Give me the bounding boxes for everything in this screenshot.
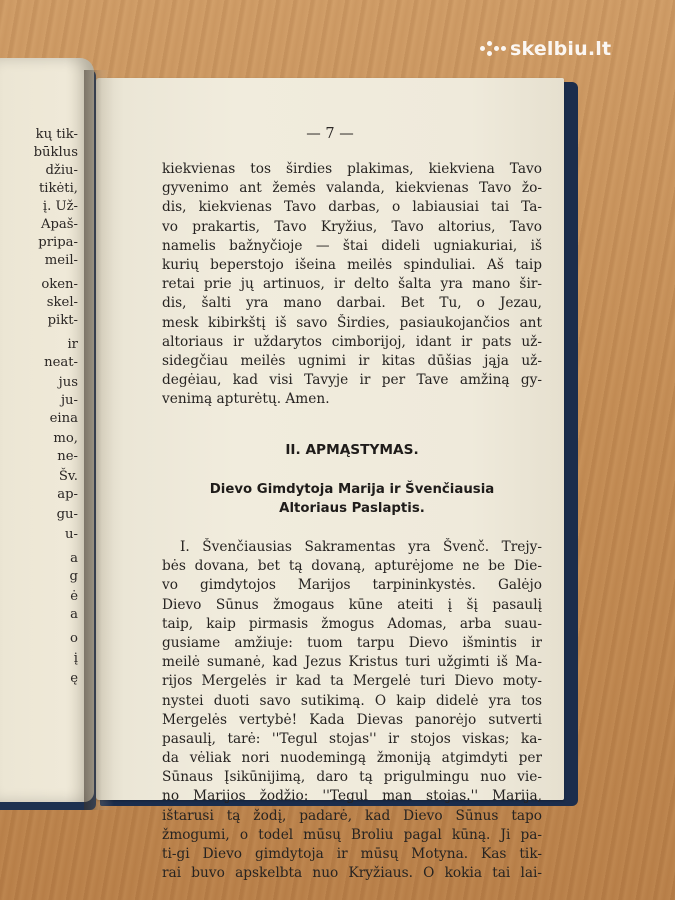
left-page-fragment: į. Už- xyxy=(42,199,78,214)
left-page-fragment: džiu- xyxy=(45,163,78,178)
left-page-fragment: ir xyxy=(67,337,78,352)
subheading-line: Altoriaus Paslaptis. xyxy=(279,501,425,516)
body-paragraph xyxy=(162,538,542,883)
page-number: — 7 — xyxy=(306,126,354,142)
text-line: retai prie jų artinuos, ir delto šalta yra mano šir- xyxy=(162,276,542,293)
text-line: dis, kiekvienas Tavo darbas, o labiausiai tai Ta- xyxy=(162,199,542,216)
left-page-fragment: pripa- xyxy=(38,235,78,250)
left-page-fragment: pikt- xyxy=(47,313,78,328)
text-line: venimą apturėtų. Amen. xyxy=(162,391,330,408)
left-page-fragment: g xyxy=(69,569,78,584)
text-line: gusiame amžiuje: tuom tarpu Dievo išmintis ir xyxy=(162,634,542,651)
text-line: da vėliak nori nuodemingą žmoniją atgimdyti per xyxy=(162,750,542,767)
left-page-fragment: Šv. xyxy=(58,469,78,484)
book-gutter-shadow xyxy=(84,70,114,810)
left-page-fragment: o xyxy=(70,631,78,646)
left-page-fragment: u- xyxy=(65,527,78,542)
section-heading: II. APMĄSTYMAS. xyxy=(285,442,419,458)
left-page xyxy=(0,58,94,802)
left-page-fragment: ne- xyxy=(57,449,78,464)
left-page-fragment: eina xyxy=(49,411,78,426)
left-page-fragment: ę xyxy=(70,671,78,686)
text-line: ti-gi Dievo gimdytoja ir mūsų Motyna. Kas tik- xyxy=(162,846,542,862)
text-line: rai buvo apskelbta nuo Kryžiaus. O kokia tai lai- xyxy=(162,865,542,882)
watermark xyxy=(480,38,611,60)
text-line: Dievo Sūnus žmogaus kūne ateiti į šį pasaulį xyxy=(162,596,542,613)
left-page-fragment: į xyxy=(73,651,78,666)
left-page-fragment: kų tik- xyxy=(35,127,78,142)
left-page-fragment: gu- xyxy=(56,507,78,522)
left-page-fragment: oken- xyxy=(41,277,78,292)
text-line: kurių beperstojo išeina meilės spinduliai. Aš taip xyxy=(162,256,542,273)
text-line: Sūnaus Įsikūnijimą, daro tą prigulmingu nuo vie- xyxy=(162,769,542,786)
text-line: Mergelės vertybė! Kada Dievas panorėjo sutverti xyxy=(162,711,542,728)
watermark-text: skelbiu.lt xyxy=(510,38,612,60)
text-line: ištarusi tą žodį, padarė, kad Dievo Sūnus tapo xyxy=(162,807,542,824)
text-line: rijos Mergelės ir kad ta Mergelė turi Dievo moty- xyxy=(162,673,542,690)
left-page-fragment: a xyxy=(70,607,78,622)
left-page-fragment: mo, xyxy=(53,431,78,446)
left-page-fragment: Apaš- xyxy=(40,217,78,232)
text-line: kiekvienas tos širdies plakimas, kiekviena Tavo xyxy=(162,161,542,177)
left-page-fragment: a xyxy=(70,551,78,566)
section-subheading xyxy=(162,480,542,518)
text-line: mesk kibirkštį iš savo Širdies, pasiaukojančios ant xyxy=(162,314,542,331)
text-line: žmogumi, o todel mūsų Broliu pagal kūną. Ji pa- xyxy=(162,826,542,843)
left-page-fragment: būklus xyxy=(33,145,78,160)
text-line: namelis bažnyčioje — štai dideli ugniakuriai, iš xyxy=(162,237,542,254)
left-page-fragment: neat- xyxy=(44,355,78,370)
text-line: taip, kaip pirmasis žmogus Adomas, arba suau- xyxy=(162,615,542,632)
left-page-fragment: jus xyxy=(58,375,78,390)
text-line: altoriaus ir uždarytos cimborijoj, idant ir pats už- xyxy=(162,333,542,350)
left-page-fragment: skel- xyxy=(46,295,78,310)
text-line: bės dovana, bet tą dovaną, apturėjome ne be Die- xyxy=(162,558,542,575)
subheading-line: Dievo Gimdytoja Marija ir Švenčiausia xyxy=(209,482,495,497)
text-line: sidegčiau meilės ugnimi ir kitas dūšias jąja už- xyxy=(162,352,542,369)
text-line: I. Švenčiausias Sakramentas yra Švenč. Trejy- xyxy=(180,539,542,555)
text-line: pasaulį, tarė: ''Tegul stojas'' ir stojos viskas; ka- xyxy=(162,730,542,747)
left-page-fragment: ė xyxy=(70,589,78,604)
text-line: meilė sumanė, kad Jezus Kristus turi užgimti iš Ma- xyxy=(162,654,542,671)
text-line: degėiau, kad visi Tavyje ir per Tave amžiną gy- xyxy=(162,372,542,389)
left-page-fragment: ju- xyxy=(60,393,78,408)
left-page-fragment: meil- xyxy=(44,253,78,268)
text-line: nystei duoti savo sutikimą. O kaip didelė yra tos xyxy=(162,692,542,709)
left-page-fragment: ap- xyxy=(57,487,78,502)
logo-icon xyxy=(480,41,506,57)
text-line: vo gimdytojos Marijos tarpininkystės. Galėjo xyxy=(162,577,542,594)
top-paragraph xyxy=(162,160,542,409)
open-page xyxy=(96,78,564,882)
text-line: vo prakartis, Tavo Kryžius, Tavo altorius, Tavo xyxy=(162,218,542,235)
text-line: dis, šalti yra mano darbai. Bet Tu, o Jezau, xyxy=(162,295,542,312)
text-line: gyvenimo ant žemės valanda, kiekvienas Tavo žo- xyxy=(162,180,542,197)
left-page-fragment: tikėti, xyxy=(38,181,78,196)
text-line: no Marijos žodžio: ''Tegul man stojas.'' Marija, xyxy=(162,788,542,805)
